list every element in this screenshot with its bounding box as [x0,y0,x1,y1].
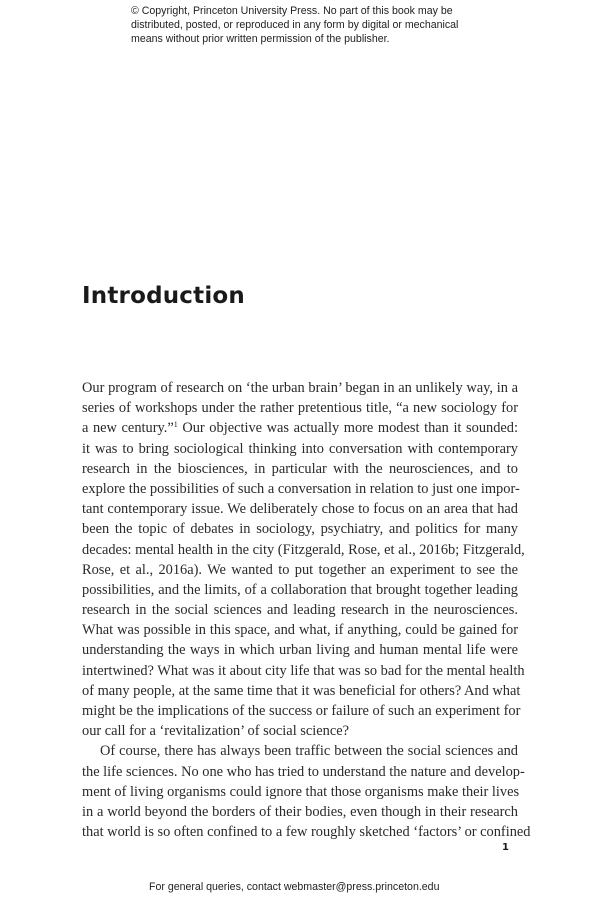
text-line: might be the implications of the success or failure of such an experiment for [82,703,521,719]
text-line: our call for a ‘revitalization’ of social science? [82,723,350,740]
text-line: tant contemporary issue. We deliberately chose to focus on an area that had [82,501,518,518]
text-fragment: a new century.” [82,420,174,437]
text-line: understanding the ways in which urban living and human mental life were [82,642,518,659]
text-line: been the topic of debates in sociology, psychiatry, and politics for many [82,521,518,538]
text-line [82,418,518,438]
text-line: it was to bring sociological thinking into conversation with contemporary [82,440,518,457]
text-line: explore the possibilities of such a conversation in relation to just one impor- [82,480,520,497]
text-line: that world is so often confined to a few roughly sketched ‘factors’ or confined [82,824,531,841]
chapter-title: Introduction [82,283,245,309]
text-line: the life sciences. No one who has tried to understand the nature and develop- [82,763,525,780]
text-line: series of workshops under the rather pretentious title, “a new sociology for [82,400,518,417]
footnote-marker[interactable]: 1 [173,420,178,430]
text-line: of many people, at the same time that it was beneficial for others? And what [82,682,521,699]
text-line: possibilities, and the limits, of a collaboration that brought together leading [82,581,518,598]
copyright-line: distributed, posted, or reproduced in any form by digital or mechanical [131,19,459,31]
text-line: Of course, there has always been traffic between the social sciences and [100,743,518,760]
text-fragment: Our objective was actually more modest than it sounded: [177,420,518,437]
text-line: ment of living organisms could ignore that those organisms make their lives [82,783,520,800]
text-line: research in the biosciences, in particular with the neurosciences, and to [82,460,518,477]
body-text [82,378,531,842]
copyright-notice [131,4,491,46]
footer-contact: For general queries, contact webmaster@press.princeton.edu [149,881,440,893]
text-line: decades: mental health in the city (Fitzgerald, Rose, et al., 2016b; Fitzgerald, [82,541,525,558]
paragraph-1 [82,378,525,741]
page-number: 1 [502,842,509,853]
copyright-line: © Copyright, Princeton University Press. No part of this book may be [131,5,453,17]
text-line: What was possible in this space, and what, if anything, could be gained for [82,622,518,639]
paragraph-2 [82,741,531,842]
copyright-line: means without prior written permission of the publisher. [131,33,390,45]
text-line: Rose, et al., 2016a). We wanted to put together an experiment to see the [82,561,518,578]
text-line: intertwined? What was it about city life that was so bad for the mental health [82,662,525,679]
text-line: research in the social sciences and leading research in the neurosciences. [82,602,518,619]
text-line: in a world beyond the borders of their bodies, even though in their research [82,803,518,820]
text-line: Our program of research on ‘the urban brain’ began in an unlikely way, in a [82,380,518,396]
